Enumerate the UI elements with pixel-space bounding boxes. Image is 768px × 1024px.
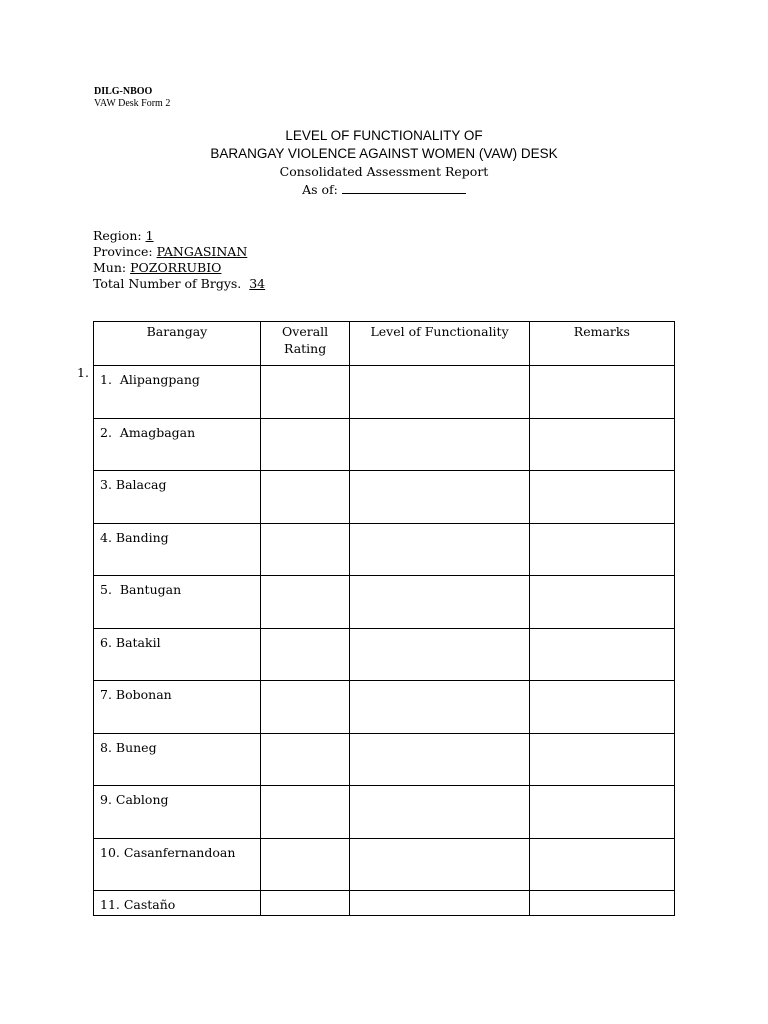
overall-rating-cell[interactable] bbox=[260, 366, 350, 419]
remarks-cell[interactable] bbox=[529, 628, 674, 681]
municipality-label: Mun: bbox=[93, 260, 127, 275]
header-level-of-functionality: Level of Functionality bbox=[350, 322, 529, 366]
as-of-line bbox=[0, 181, 768, 199]
remarks-cell[interactable] bbox=[529, 891, 674, 916]
table-row bbox=[94, 418, 675, 471]
municipality-value: POZORRUBIO bbox=[130, 260, 222, 275]
remarks-cell[interactable] bbox=[529, 838, 674, 891]
remarks-cell[interactable] bbox=[529, 471, 674, 524]
overall-rating-cell[interactable] bbox=[260, 733, 350, 786]
total-barangays-label: Total Number of Brgys. bbox=[93, 276, 242, 291]
level-of-functionality-cell[interactable] bbox=[350, 523, 529, 576]
overall-rating-cell[interactable] bbox=[260, 523, 350, 576]
title-line-3: Consolidated Assessment Report bbox=[279, 164, 489, 179]
barangay-cell bbox=[94, 366, 261, 419]
table-row bbox=[94, 786, 675, 839]
total-barangays-value: 34 bbox=[249, 276, 266, 291]
table-row bbox=[94, 681, 675, 734]
overall-rating-cell[interactable] bbox=[260, 418, 350, 471]
header-overall-rating bbox=[260, 322, 350, 366]
header-remarks: Remarks bbox=[529, 322, 674, 366]
barangay-name: 2. Amagbagan bbox=[100, 424, 196, 440]
region-value: 1 bbox=[145, 228, 154, 243]
level-of-functionality-cell[interactable] bbox=[350, 628, 529, 681]
barangay-name: 5. Bantugan bbox=[100, 582, 182, 597]
barangay-cell bbox=[94, 471, 261, 524]
as-of-blank[interactable] bbox=[342, 181, 466, 194]
title-line-1: LEVEL OF FUNCTIONALITY OF bbox=[285, 128, 483, 143]
overall-rating-cell[interactable] bbox=[260, 891, 350, 916]
barangay-name: 6. Batakil bbox=[100, 634, 161, 650]
region-label: Region: bbox=[93, 228, 142, 243]
table-row bbox=[94, 838, 675, 891]
remarks-cell[interactable] bbox=[529, 681, 674, 734]
level-of-functionality-cell[interactable] bbox=[350, 891, 529, 916]
barangay-name: 3. Balacag bbox=[100, 477, 167, 492]
barangay-name: 9. Cablong bbox=[100, 792, 169, 807]
overall-rating-cell[interactable] bbox=[260, 838, 350, 891]
barangay-name: 10. Casanfernandoan bbox=[100, 844, 236, 860]
barangay-name: 8. Buneg bbox=[100, 739, 157, 755]
barangay-cell bbox=[94, 891, 261, 916]
province-label: Province: bbox=[93, 244, 153, 259]
level-of-functionality-cell[interactable] bbox=[350, 786, 529, 839]
title-line-2: BARANGAY VIOLENCE AGAINST WOMEN (VAW) DESK bbox=[210, 146, 558, 161]
form-code bbox=[94, 86, 170, 110]
level-of-functionality-cell[interactable] bbox=[350, 733, 529, 786]
level-of-functionality-cell[interactable] bbox=[350, 471, 529, 524]
table-row bbox=[94, 576, 675, 629]
barangay-cell bbox=[94, 733, 261, 786]
level-of-functionality-cell[interactable] bbox=[350, 418, 529, 471]
barangay-cell bbox=[94, 576, 261, 629]
table-row bbox=[94, 628, 675, 681]
header-barangay: Barangay bbox=[94, 322, 261, 366]
barangay-cell bbox=[94, 838, 261, 891]
municipality-line bbox=[93, 260, 265, 276]
barangay-cell bbox=[94, 523, 261, 576]
region-line bbox=[93, 228, 265, 244]
header-overall-rating-label: Overall Rating bbox=[282, 324, 329, 356]
level-of-functionality-cell[interactable] bbox=[350, 681, 529, 734]
location-info bbox=[93, 228, 265, 292]
table-row bbox=[94, 471, 675, 524]
remarks-cell[interactable] bbox=[529, 733, 674, 786]
barangay-cell bbox=[94, 786, 261, 839]
remarks-cell[interactable] bbox=[529, 786, 674, 839]
overall-rating-cell[interactable] bbox=[260, 681, 350, 734]
overall-rating-cell[interactable] bbox=[260, 628, 350, 681]
document-title bbox=[0, 127, 768, 199]
form-code-id: DILG-NBOO bbox=[94, 86, 153, 97]
form-code-name: VAW Desk Form 2 bbox=[94, 98, 171, 109]
list-number-marker: 1. bbox=[77, 365, 89, 380]
barangay-name: 7. Bobonan bbox=[100, 687, 172, 702]
table-row bbox=[94, 891, 675, 916]
remarks-cell[interactable] bbox=[529, 523, 674, 576]
table-row bbox=[94, 366, 675, 419]
remarks-cell[interactable] bbox=[529, 576, 674, 629]
level-of-functionality-cell[interactable] bbox=[350, 366, 529, 419]
table-header-row bbox=[94, 322, 675, 366]
barangay-cell bbox=[94, 418, 261, 471]
overall-rating-cell[interactable] bbox=[260, 576, 350, 629]
level-of-functionality-cell[interactable] bbox=[350, 838, 529, 891]
barangay-name: 11. Castaño bbox=[100, 897, 176, 912]
overall-rating-cell[interactable] bbox=[260, 471, 350, 524]
table-row bbox=[94, 733, 675, 786]
barangay-cell bbox=[94, 628, 261, 681]
overall-rating-cell[interactable] bbox=[260, 786, 350, 839]
province-value: PANGASINAN bbox=[156, 244, 248, 259]
barangay-name: 1. Alipangpang bbox=[100, 372, 200, 387]
as-of-label: As of: bbox=[302, 182, 338, 197]
remarks-cell[interactable] bbox=[529, 366, 674, 419]
level-of-functionality-cell[interactable] bbox=[350, 576, 529, 629]
barangay-name: 4. Banding bbox=[100, 529, 169, 545]
total-barangays-line bbox=[93, 276, 265, 292]
barangay-cell bbox=[94, 681, 261, 734]
barangay-table bbox=[93, 321, 675, 916]
table-row bbox=[94, 523, 675, 576]
remarks-cell[interactable] bbox=[529, 418, 674, 471]
province-line bbox=[93, 244, 265, 260]
